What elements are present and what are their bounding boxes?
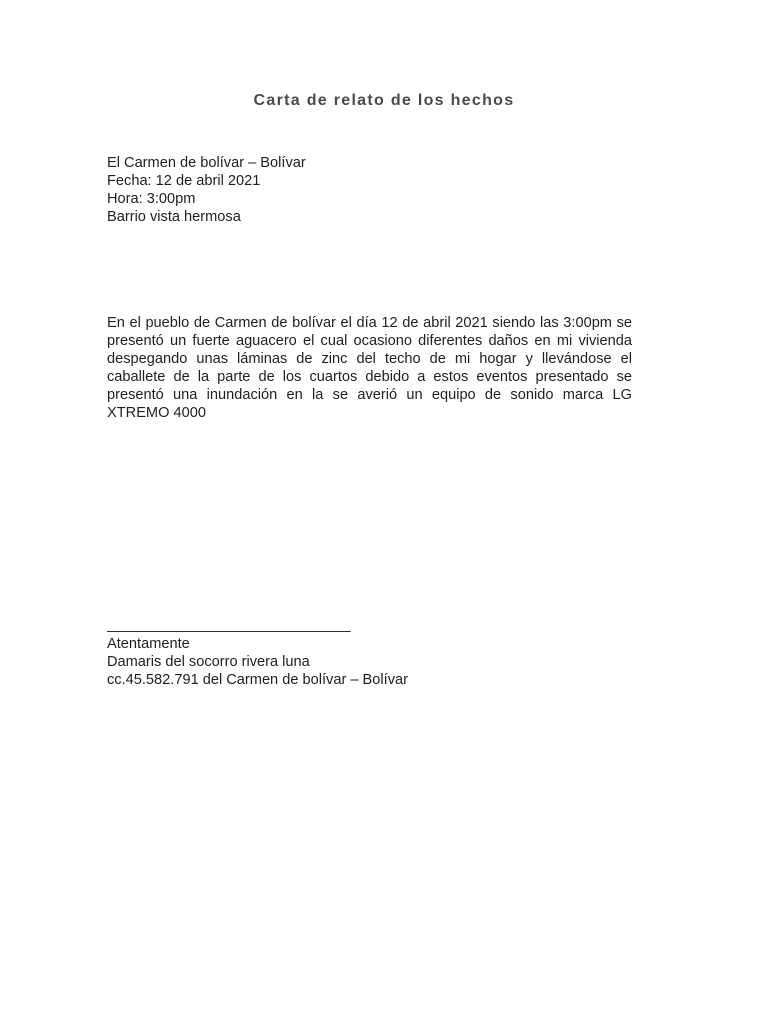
header-time: Hora: 3:00pm <box>107 191 196 207</box>
header-neighborhood: Barrio vista hermosa <box>107 209 241 225</box>
closing-text: Atentamente <box>107 636 190 652</box>
signer-name: Damaris del socorro rivera luna <box>107 654 310 670</box>
header-place: El Carmen de bolívar – Bolívar <box>107 155 306 171</box>
signer-id: cc.45.582.791 del Carmen de bolívar – Bolívar <box>107 672 408 688</box>
signature-block <box>107 635 667 689</box>
letter-body: En el pueblo de Carmen de bolívar el día 12 de abril 2021 siendo las 3:00pm se presentó un fuerte aguacero el cual ocasiono diferentes daños en mi vivienda despegando unas láminas de zinc del techo de mi hogar y llevándose el caballete de la parte de los cuartos debido a estos eventos presentado se presentó una inundación en la se averió un equipo de sonido marca LG XTREMO 4000 <box>107 315 632 421</box>
document-title: Carta de relato de los hechos <box>253 92 515 109</box>
letter-header <box>107 154 667 226</box>
signature-line: ______________________________ <box>107 617 351 633</box>
header-date: Fecha: 12 de abril 2021 <box>107 173 261 189</box>
